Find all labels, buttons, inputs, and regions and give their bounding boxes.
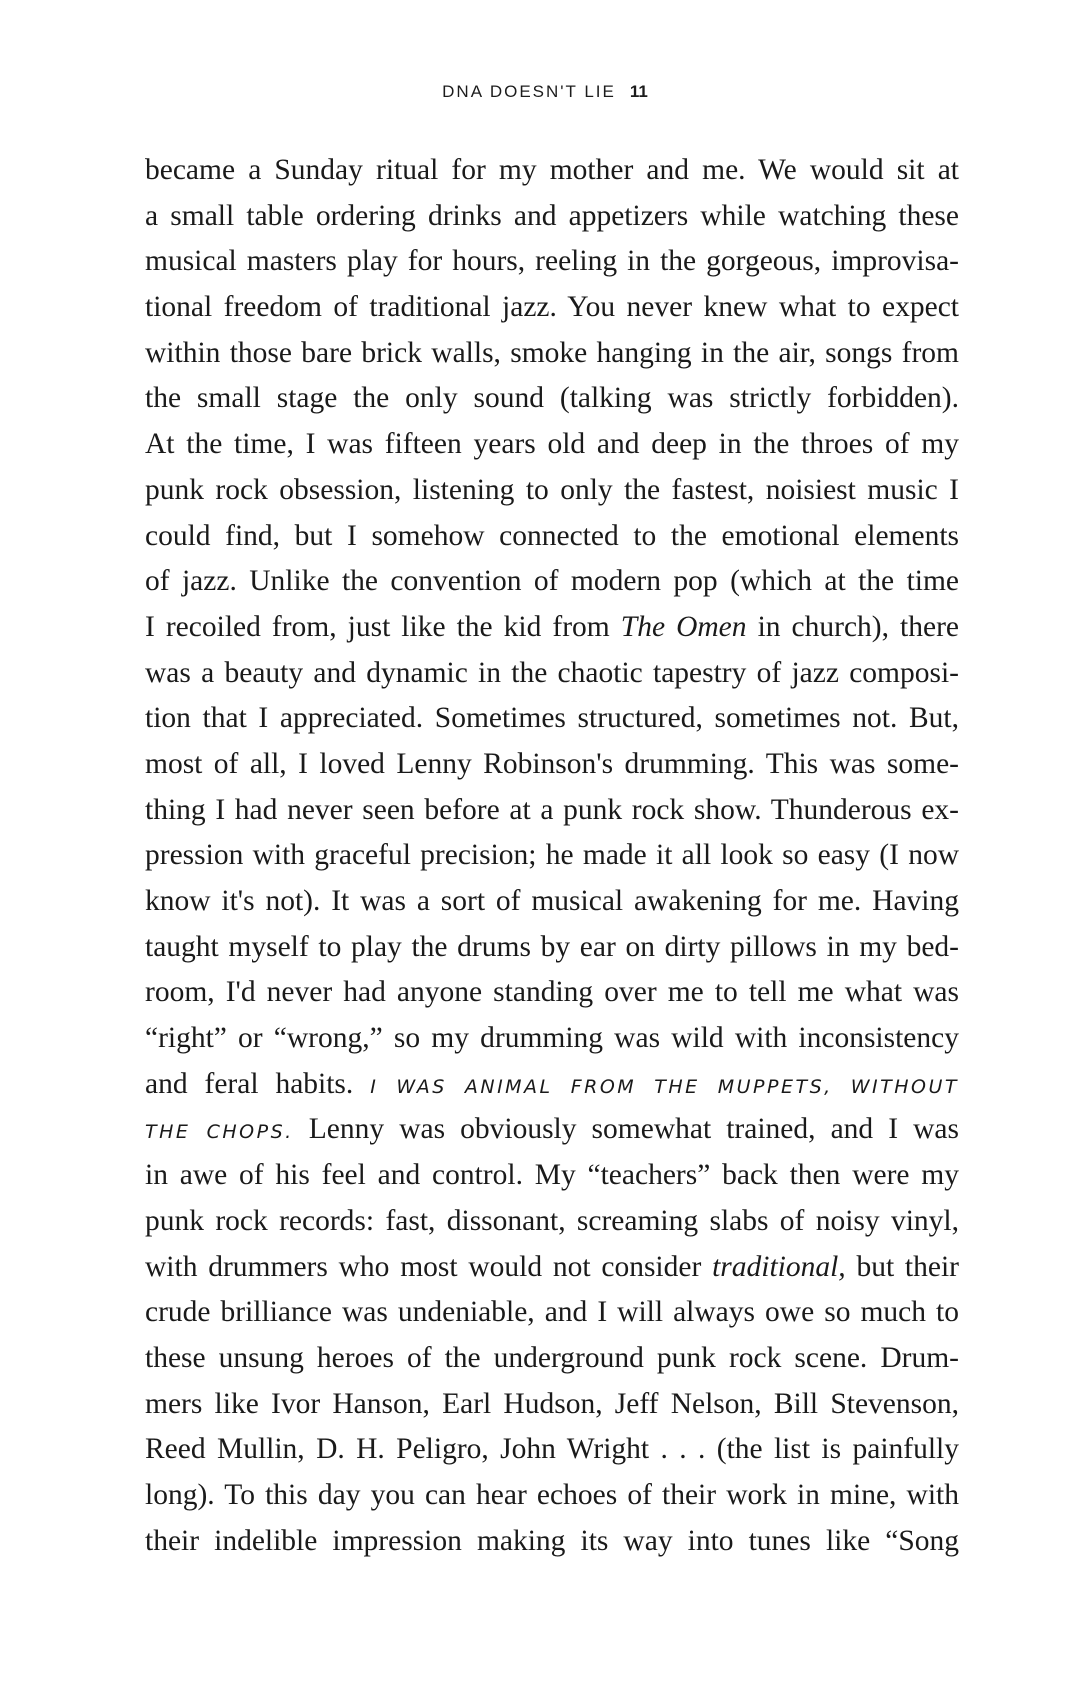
text-line — [145, 1016, 959, 1062]
text-segment: within those bare brick walls, smoke hanging in the air, songs from — [145, 336, 959, 369]
text-line — [145, 1153, 959, 1199]
text-line — [145, 376, 959, 422]
text-line — [145, 833, 959, 879]
italic-text: traditional, — [712, 1250, 846, 1283]
text-line — [145, 239, 959, 285]
text-segment: room, I'd never had anyone standing over me to tell me what was — [145, 976, 959, 1009]
text-segment: in church), there — [746, 610, 960, 643]
text-segment: long). To this day you can hear echoes of their work in mine, with — [145, 1478, 959, 1511]
text-segment: a small table ordering drinks and appetizers while watching these — [145, 199, 959, 232]
text-line — [145, 514, 959, 560]
text-segment: was a beauty and dynamic in the chaotic tapestry of jazz composi- — [145, 656, 959, 689]
text-segment: but their — [845, 1250, 959, 1283]
text-line — [145, 1382, 959, 1428]
text-segment: I recoiled from, just like the kid from — [145, 610, 621, 643]
text-segment: most of all, I loved Lenny Robinson's drumming. This was some- — [145, 747, 959, 780]
text-segment: crude brilliance was undeniable, and I will always owe so much to — [145, 1296, 959, 1329]
text-line — [145, 194, 959, 240]
chapter-title: DNA DOESN'T LIE — [442, 82, 616, 101]
text-segment: Reed Mullin, D. H. Peligro, John Wright . . . (the list is painfully — [145, 1433, 959, 1466]
text-segment: tion that I appreciated. Sometimes structured, sometimes not. But, — [145, 702, 959, 735]
text-segment: tional freedom of traditional jazz. You never knew what to expect — [145, 291, 959, 324]
text-segment: know it's not). It was a sort of musical awakening for me. Having — [145, 885, 959, 917]
text-segment: punk rock obsession, listening to only the fastest, noisiest music I — [145, 473, 959, 506]
handwritten-text: I WAS ANIMAL FROM THE MUPPETS, WITHOUT — [370, 1075, 959, 1098]
text-segment: in awe of his feel and control. My “teachers” back then were my — [145, 1159, 959, 1192]
text-line — [145, 1427, 959, 1473]
text-segment: punk rock records: fast, dissonant, screaming slabs of noisy vinyl, — [145, 1204, 959, 1237]
text-line — [145, 1336, 959, 1382]
text-line — [145, 970, 959, 1016]
text-line — [145, 285, 959, 331]
running-head — [0, 82, 1090, 102]
text-line — [145, 1245, 959, 1291]
text-line — [145, 422, 959, 468]
text-segment: could find, but I somehow connected to the emotional elements — [145, 519, 959, 552]
text-segment: of jazz. Unlike the convention of modern pop (which at the time — [145, 565, 959, 598]
body-text — [145, 148, 959, 1564]
text-line — [145, 651, 959, 697]
text-line — [145, 925, 959, 971]
page-number: 11 — [629, 82, 648, 101]
text-line — [145, 1199, 959, 1245]
text-segment: the small stage the only sound (talking was strictly forbidden). — [145, 382, 959, 415]
text-line — [145, 879, 959, 925]
text-line — [145, 1519, 959, 1565]
text-line — [145, 331, 959, 377]
text-segment: At the time, I was fifteen years old and deep in the throes of my — [145, 428, 959, 461]
text-segment: taught myself to play the drums by ear on dirty pillows in my bed- — [145, 930, 959, 963]
text-segment: became a Sunday ritual for my mother and me. We would sit at — [145, 154, 959, 186]
text-line — [145, 1473, 959, 1519]
text-segment: musical masters play for hours, reeling in the gorgeous, improvisa- — [145, 245, 959, 278]
text-line — [145, 468, 959, 514]
italic-text: The Omen — [620, 610, 747, 643]
text-segment: these unsung heroes of the underground punk rock scene. Drum- — [145, 1341, 959, 1374]
text-line — [145, 148, 959, 194]
text-line — [145, 696, 959, 742]
text-line — [145, 559, 959, 605]
text-segment: “right” or “wrong,” so my drumming was wild with inconsistency — [145, 1022, 959, 1055]
text-segment: pression with graceful precision; he made it all look so easy (I now — [145, 839, 959, 872]
handwritten-text: THE CHOPS. — [145, 1121, 294, 1144]
text-line — [145, 605, 959, 651]
text-segment: thing I had never seen before at a punk rock show. Thunderous ex- — [145, 793, 959, 826]
text-line — [145, 1062, 959, 1108]
text-line — [145, 788, 959, 834]
text-line — [145, 1290, 959, 1336]
text-segment: and feral habits. — [145, 1067, 371, 1100]
text-segment: with drummers who most would not consider — [145, 1250, 713, 1283]
text-segment: mers like Ivor Hanson, Earl Hudson, Jeff Nelson, Bill Stevenson, — [145, 1387, 959, 1420]
text-line — [145, 742, 959, 788]
text-line — [145, 1107, 959, 1153]
text-segment: Lenny was obviously somewhat trained, and I was — [293, 1113, 959, 1146]
text-segment: their indelible impression making its way into tunes like “Song — [145, 1524, 959, 1557]
